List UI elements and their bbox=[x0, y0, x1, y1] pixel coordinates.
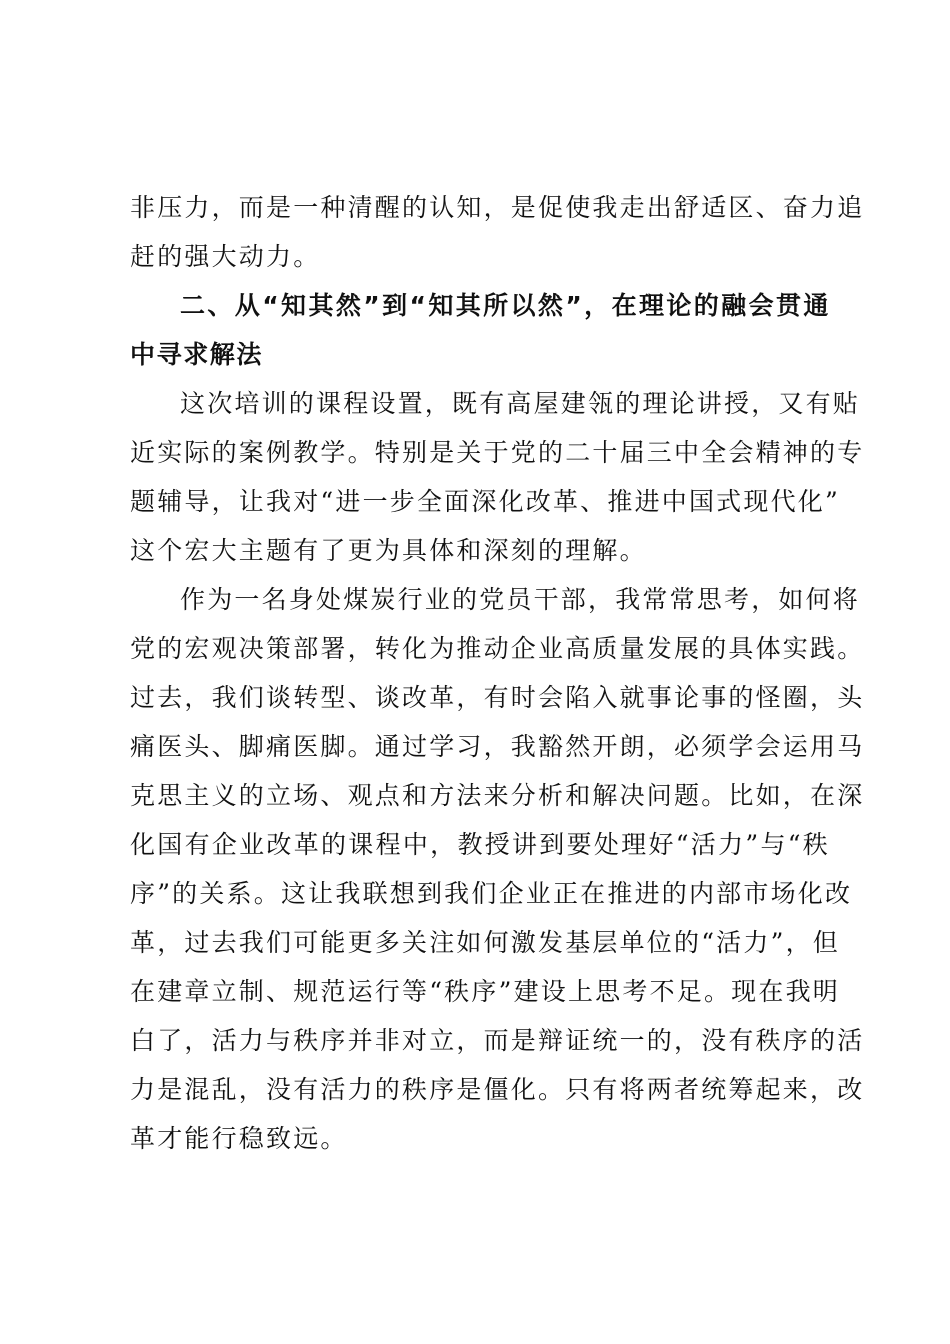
text-line: 非压力，而是一种清醒的认知，是促使我走出舒适区、奋力追 bbox=[130, 193, 865, 222]
text-line: 力是混乱，没有活力的秩序是僵化。只有将两者统筹起来，改 bbox=[130, 1075, 865, 1104]
text-line: 白了，活力与秩序并非对立，而是辩证统一的，没有秩序的活 bbox=[130, 1026, 865, 1055]
document-body bbox=[130, 183, 865, 1163]
text-line: 这个宏大主题有了更为具体和深刻的理解。 bbox=[130, 536, 647, 565]
text-line: 在建章立制、规范运行等“秩序”建设上思考不足。现在我明 bbox=[130, 977, 840, 1006]
heading-line: 二、从“知其然”到“知其所以然”，在理论的融会贯通 bbox=[180, 291, 830, 320]
text-line: 题辅导，让我对“进一步全面深化改革、推进中国式现代化” bbox=[130, 487, 840, 516]
heading-line: 中寻求解法 bbox=[130, 340, 264, 369]
text-line: 序”的关系。这让我联想到我们企业正在推进的内部市场化改 bbox=[130, 879, 853, 908]
text-line: 党的宏观决策部署，转化为推动企业高质量发展的具体实践。 bbox=[130, 634, 865, 663]
text-line: 革，过去我们可能更多关注如何激发基层单位的“活力”，但 bbox=[130, 928, 840, 957]
paragraph bbox=[130, 379, 865, 575]
text-line: 革才能行稳致远。 bbox=[130, 1124, 348, 1153]
text-line: 克思主义的立场、观点和方法来分析和解决问题。比如，在深 bbox=[130, 781, 865, 810]
text-line: 痛医头、脚痛医脚。通过学习，我豁然开朗，必须学会运用马 bbox=[130, 732, 865, 761]
text-line: 化国有企业改革的课程中，教授讲到要处理好“活力”与“秩 bbox=[130, 830, 830, 859]
text-line: 这次培训的课程设置，既有高屋建瓴的理论讲授，又有贴 bbox=[180, 389, 861, 418]
section-heading bbox=[130, 281, 830, 379]
text-line: 作为一名身处煤炭行业的党员干部，我常常思考，如何将 bbox=[180, 585, 861, 614]
text-line: 近实际的案例教学。特别是关于党的二十届三中全会精神的专 bbox=[130, 438, 865, 467]
paragraph bbox=[130, 575, 865, 1163]
text-line: 过去，我们谈转型、谈改革，有时会陷入就事论事的怪圈，头 bbox=[130, 683, 865, 712]
paragraph-continuation bbox=[130, 183, 865, 281]
text-line: 赶的强大动力。 bbox=[130, 242, 321, 271]
